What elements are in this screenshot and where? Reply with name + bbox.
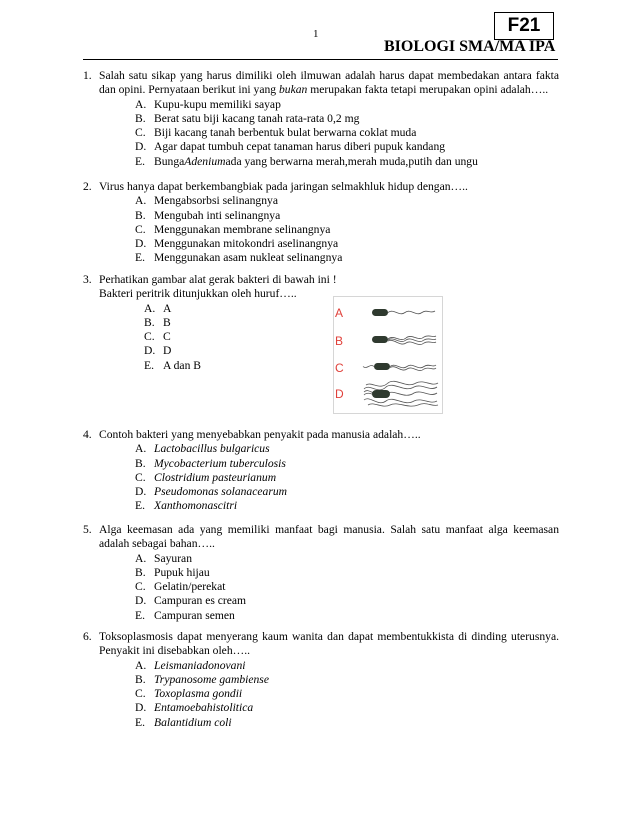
option: C. Gelatin/perekat	[135, 580, 226, 594]
bacterium-d	[364, 381, 438, 406]
bacterium-b	[372, 336, 436, 345]
option: E. Campuran semen	[135, 608, 235, 622]
option: B. Mengubah inti selinangnya	[135, 208, 281, 222]
question-3	[83, 273, 559, 373]
option: C. C	[144, 330, 171, 344]
figure-label-a: A	[335, 306, 344, 320]
option: C. Clostridium pasteurianum	[135, 470, 277, 484]
question-6	[83, 630, 559, 730]
option: D. Pseudomonas solanacearum	[135, 485, 287, 499]
option: A. A	[144, 301, 172, 315]
option: E. Menggunakan asam nukleat selinangnya	[135, 251, 343, 265]
page-number: 1	[313, 28, 319, 40]
bacteria-flagella-figure	[333, 296, 443, 414]
question-number: 1.	[83, 69, 92, 82]
question-stem: Perhatikan gambar alat gerak bakteri di bawah ini ! Bakteri peritrik ditunjukkan oleh huruf…..	[99, 273, 337, 301]
option: E. A dan B	[144, 358, 202, 372]
figure-label-c: C	[335, 361, 344, 375]
question-stem: Toksoplasmosis dapat menyerang kaum wanita dan dapat membentukkista di dinding uterusnya. Penyakit ini disebabkan oleh…..	[99, 630, 559, 658]
option: B. Pupuk hijau	[135, 565, 210, 579]
question-1	[83, 69, 559, 169]
question-5	[83, 523, 559, 623]
option: C. Menggunakan membrane selinangnya	[135, 222, 331, 236]
option: C. Toxoplasma gondii	[135, 687, 243, 701]
option: B. B	[144, 315, 171, 329]
options-list	[135, 552, 559, 623]
options-list	[135, 659, 559, 730]
question-number: 5.	[83, 523, 92, 536]
option: A. Leismaniadonovani	[135, 658, 246, 672]
option: B. Mycobacterium tuberculosis	[135, 456, 286, 470]
question-stem: Contoh bakteri yang menyebabkan penyakit pada manusia adalah…..	[99, 428, 421, 441]
figure-label-b: B	[335, 334, 344, 348]
question-number: 4.	[83, 428, 92, 441]
option: A. Sayuran	[135, 551, 192, 565]
question-number: 3.	[83, 273, 92, 286]
question-stem: Virus hanya dapat berkembangbiak pada jaringan selmakhluk hidup dengan…..	[99, 180, 468, 193]
option: D. Entamoebahistolitica	[135, 701, 254, 715]
bacteria-drawing	[334, 297, 442, 413]
figure-label-d: D	[335, 387, 344, 401]
question-number: 2.	[83, 180, 92, 193]
bacterium-a	[372, 309, 435, 316]
option: A. Kupu-kupu memiliki sayap	[135, 97, 281, 111]
question-stem: Salah satu sikap yang harus dimiliki oleh ilmuwan adalah harus dapat membedakan antara fakta dan opini. Pernyataan berikut ini yang bukan merupakan fakta tetapi merupakan opini adalah…..	[99, 69, 559, 97]
option: D. D	[144, 344, 172, 358]
option: E. Balantidium coli	[135, 715, 232, 729]
option: D. Menggunakan mitokondri aselinangnya	[135, 237, 339, 251]
subject-title: BIOLOGI SMA/MA IPA	[384, 38, 556, 55]
option: E. Xanthomonascitri	[135, 499, 238, 513]
option: E. BungaAdeniumada yang berwarna merah,merah muda,putih dan ungu	[135, 154, 478, 168]
option: D. Agar dapat tumbuh cepat tanaman harus diberi pupuk kandang	[135, 140, 446, 154]
option: B. Berat satu biji kacang tanah rata-rata 0,2 mg	[135, 111, 360, 125]
option: D. Campuran es cream	[135, 594, 247, 608]
option: A. Mengabsorbsi selinangnya	[135, 194, 278, 208]
options-list	[135, 194, 559, 265]
exam-code-box: F21	[494, 12, 554, 40]
header-rule	[83, 59, 558, 60]
question-4	[83, 428, 559, 514]
question-stem: Alga keemasan ada yang memiliki manfaat bagi manusia. Salah satu manfaat alga keemasan adalah sebagai bahan…..	[99, 523, 559, 551]
question-2	[83, 180, 559, 266]
bacterium-c	[363, 363, 436, 371]
option: A. Lactobacillus bulgaricus	[135, 442, 270, 456]
option: B. Trypanosome gambiense	[135, 672, 269, 686]
options-list	[135, 98, 559, 169]
question-number: 6.	[83, 630, 92, 643]
options-list	[135, 442, 559, 513]
option: C. Biji kacang tanah berbentuk bulat berwarna coklat muda	[135, 126, 417, 140]
